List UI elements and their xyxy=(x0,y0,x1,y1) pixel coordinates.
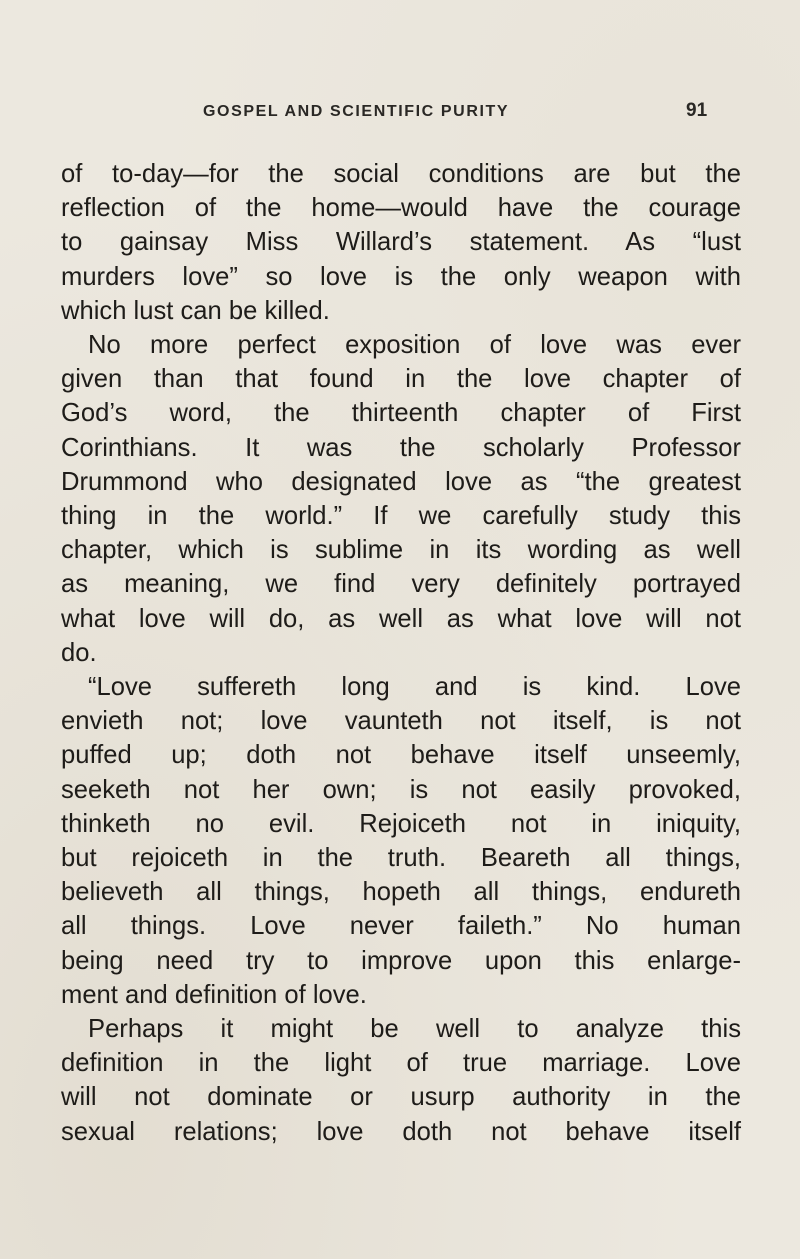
page-number: 91 xyxy=(686,100,708,121)
text-line: thing in the world.” If we carefully study this xyxy=(61,502,741,531)
text-line: definition in the light of true marriage. Love xyxy=(61,1049,741,1078)
text-line: No more perfect exposition of love was ever xyxy=(88,331,741,360)
text-line: but rejoiceth in the truth. Beareth all things, xyxy=(61,844,741,873)
text-line: of to-day—for the social conditions are but the xyxy=(61,160,741,188)
text-line: envieth not; love vaunteth not itself, is not xyxy=(61,707,741,736)
text-line: to gainsay Miss Willard’s statement. As “lust xyxy=(61,228,741,257)
running-head: GOSPEL AND SCIENTIFIC PURITY xyxy=(203,103,510,120)
text-line: do. xyxy=(61,638,97,667)
text-line: as meaning, we find very definitely portrayed xyxy=(61,570,741,599)
text-line: Perhaps it might be well to analyze this xyxy=(88,1015,741,1044)
text-line: believeth all things, hopeth all things, endureth xyxy=(61,878,741,907)
text-line: seeketh not her own; is not easily provoked, xyxy=(61,775,741,804)
text-line: which lust can be killed. xyxy=(61,296,330,325)
text-line: all things. Love never faileth.” No human xyxy=(61,912,741,941)
text-line: reflection of the home—would have the courage xyxy=(61,194,741,223)
body-text xyxy=(61,157,741,1149)
text-line: murders love” so love is the only weapon with xyxy=(61,262,741,291)
text-line: thinketh no evil. Rejoiceth not in iniquity, xyxy=(61,809,741,838)
text-line: sexual relations; love doth not behave itself xyxy=(61,1117,741,1146)
text-line: given than that found in the love chapter of xyxy=(61,365,741,394)
text-line: will not dominate or usurp authority in the xyxy=(61,1083,741,1112)
text-line: puffed up; doth not behave itself unseemly, xyxy=(61,741,741,770)
text-line: Corinthians. It was the scholarly Professor xyxy=(61,433,741,462)
text-line: “Love suffereth long and is kind. Love xyxy=(88,673,741,702)
text-line: what love will do, as well as what love will not xyxy=(61,604,741,633)
text-line: God’s word, the thirteenth chapter of First xyxy=(61,399,741,428)
text-line: ment and definition of love. xyxy=(61,980,367,1009)
text-line: Drummond who designated love as “the greatest xyxy=(61,467,741,496)
text-line: being need try to improve upon this enlarge- xyxy=(61,946,741,975)
text-line: chapter, which is sublime in its wording as well xyxy=(61,536,741,565)
